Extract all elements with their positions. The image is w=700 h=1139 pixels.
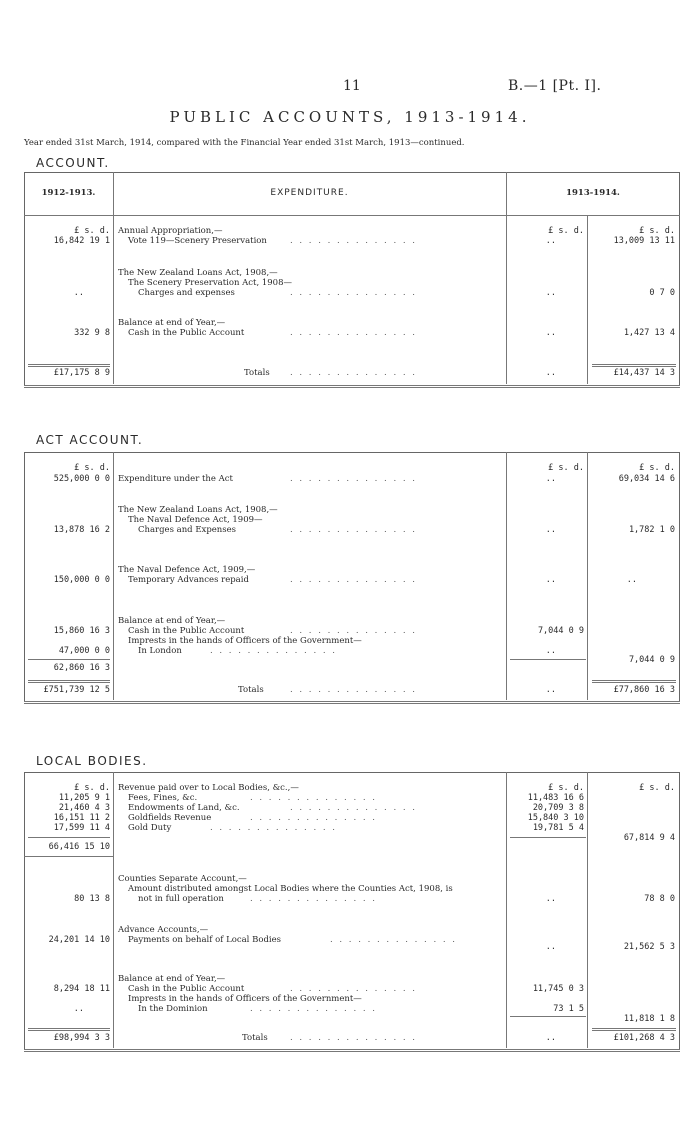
amount-1912: 15,860 16 3 [53,626,110,636]
amount-1912: 525,000 0 0 [53,474,110,484]
subtotal-rule [510,837,586,838]
total-1913: £14,437 14 3 [613,368,675,378]
amount-1912: 17,599 11 4 [53,823,110,833]
total-rule [592,680,676,683]
dot-leader: . . . . . . . . . . . . . . [290,685,417,695]
column-header-1913: 1913-1914. [566,188,620,198]
unit-label: £ s. d. [74,783,110,793]
amount-1913: .. [626,575,637,585]
amount-1912: .. [73,1004,84,1014]
amount-mid: 19,781 5 4 [532,823,584,833]
dot-leader: . . . . . . . . . . . . . . [250,1004,377,1014]
amount-1912: 21,460 4 3 [58,803,110,813]
amount-1912: .. [73,288,84,298]
total-1913: £77,860 16 3 [613,685,675,695]
amount-1912: 150,000 0 0 [53,575,110,585]
table-bottom-rule [24,385,680,388]
subtotal-rule [510,659,586,660]
amount-1913: 67,814 9 4 [623,833,675,843]
unit-label: £ s. d. [639,226,675,236]
amount-1913: 21,562 5 3 [623,942,675,952]
unit-label: £ s. d. [639,783,675,793]
column-header-1912: 1912-1913. [41,188,96,198]
amount-1912: 16,842 19 1 [53,236,110,246]
row-label: The Naval Defence Act, 1909— [128,515,263,525]
dot-leader: . . . . . . . . . . . . . . [250,813,377,823]
dot-leader: . . . . . . . . . . . . . . [210,646,337,656]
account-table [24,172,680,386]
amount-mid: 73 1 5 [553,1004,584,1014]
row-label: Charges and Expenses [138,525,237,535]
amount-mid: 20,709 3 8 [532,803,584,813]
amount-1913: 1,782 1 0 [628,525,675,535]
row-label: Counties Separate Account,— [118,874,247,884]
amount-1912: 16,151 11 2 [53,813,110,823]
row-rule [24,856,113,857]
amount-mid: .. [545,474,556,484]
total-rule [28,364,110,367]
amount-1912: 8,294 18 11 [53,984,110,994]
amount-mid: .. [545,525,556,535]
page-number: 11 [343,78,361,94]
row-label: Balance at end of Year,— [118,318,226,328]
totals-label: Totals [238,685,264,695]
amount-mid: 7,044 0 9 [537,626,584,636]
total-rule [592,364,676,367]
dot-leader: . . . . . . . . . . . . . . [250,793,377,803]
amount-1912: 332 9 8 [74,328,110,338]
dot-leader: . . . . . . . . . . . . . . [210,823,337,833]
row-label: Cash in the Public Account [128,328,245,338]
total-rule [28,1028,110,1031]
amount-1912-subtotal: 62,860 16 3 [53,663,110,673]
amount-1912-subtotal: 66,416 15 10 [48,842,110,852]
total-rule [28,680,110,683]
total-mid: .. [545,368,556,378]
section-title-local-bodies: LOCAL BODIES. [36,754,148,768]
row-label: Cash in the Public Account [128,626,245,636]
dot-leader: . . . . . . . . . . . . . . [290,626,417,636]
amount-1912: 13,878 16 2 [53,525,110,535]
column-divider [506,172,507,384]
amount-1913: 1,427 13 4 [623,328,675,338]
dot-leader: . . . . . . . . . . . . . . [290,474,417,484]
dot-leader: . . . . . . . . . . . . . . [290,328,417,338]
row-label: Expenditure under the Act [118,474,233,484]
totals-label: Totals [244,368,270,378]
unit-label: £ s. d. [548,783,584,793]
row-label: In London [138,646,182,656]
row-label: Endowments of Land, &c. [128,803,240,813]
dot-leader: . . . . . . . . . . . . . . [250,894,377,904]
column-divider [113,452,114,700]
row-label: Fees, Fines, &c. [128,793,198,803]
amount-1912: 24,201 14 10 [48,935,110,945]
row-label: Cash in the Public Account [128,984,245,994]
amount-mid: .. [545,328,556,338]
amount-mid: 11,745 0 3 [532,984,584,994]
total-1912: £17,175 8 9 [53,368,110,378]
row-label: In the Dominion [138,1004,208,1014]
page-subtitle: Year ended 31st March, 1914, compared with the Financial Year ended 31st March, 1913—continued. [24,138,465,148]
row-label: Goldfields Revenue [128,813,212,823]
dot-leader: . . . . . . . . . . . . . . [290,803,417,813]
dot-leader: . . . . . . . . . . . . . . [290,368,417,378]
total-mid: .. [545,1033,556,1043]
dot-leader: . . . . . . . . . . . . . . [290,1033,417,1043]
total-1912: £98,994 3 3 [53,1033,110,1043]
amount-mid: .. [545,942,556,952]
unit-label: £ s. d. [74,226,110,236]
section-title-account: ACCOUNT. [36,156,110,170]
row-label: The New Zealand Loans Act, 1908,— [118,268,278,278]
amount-1912: 11,205 9 1 [58,793,110,803]
amount-mid: .. [545,236,556,246]
totals-label: Totals [242,1033,268,1043]
table-bottom-rule [24,701,680,704]
row-label: The Scenery Preservation Act, 1908— [128,278,292,288]
row-label: Charges and expenses [138,288,235,298]
dot-leader: . . . . . . . . . . . . . . [290,984,417,994]
amount-1913: 78 8 0 [644,894,675,904]
total-1912: £751,739 12 5 [43,685,110,695]
page-title: PUBLIC ACCOUNTS, 1913-1914. [169,108,531,126]
row-label: Gold Duty [128,823,172,833]
dot-leader: . . . . . . . . . . . . . . [330,935,457,945]
row-label: not in full operation [138,894,224,904]
dot-leader: . . . . . . . . . . . . . . [290,525,417,535]
section-title-act-account: ACT ACCOUNT. [36,433,144,447]
dot-leader: . . . . . . . . . . . . . . [290,236,417,246]
total-1913: £101,268 4 3 [613,1033,675,1043]
amount-mid: 11,483 16 6 [527,793,584,803]
row-label: Amount distributed amongst Local Bodies where the Counties Act, 1908, is [128,884,453,894]
unit-label: £ s. d. [639,463,675,473]
amount-mid: .. [545,575,556,585]
subtotal-rule [510,1016,586,1017]
subtotal-rule [28,659,110,660]
total-rule [592,1028,676,1031]
row-label: Temporary Advances repaid [128,575,249,585]
row-label: Imprests in the hands of Officers of the Government— [128,994,362,1004]
row-label: The New Zealand Loans Act, 1908,— [118,505,278,515]
column-divider [113,772,114,1048]
row-label: The Naval Defence Act, 1909,— [118,565,256,575]
dot-leader: . . . . . . . . . . . . . . [290,288,417,298]
unit-label: £ s. d. [548,463,584,473]
table-bottom-rule [24,1049,680,1052]
amount-mid: .. [545,894,556,904]
total-mid: .. [545,685,556,695]
row-label: Payments on behalf of Local Bodies [128,935,282,945]
column-header-expenditure: EXPENDITURE. [270,188,349,198]
amount-1912: 80 13 8 [74,894,110,904]
row-label: Advance Accounts,— [118,925,209,935]
amount-1913: 69,034 14 6 [618,474,675,484]
table-header-rule [24,215,680,216]
subtotal-rule [28,837,110,838]
row-label: Balance at end of Year,— [118,616,226,626]
amount-mid: .. [545,646,556,656]
dot-leader: . . . . . . . . . . . . . . [290,575,417,585]
amount-1912: 47,000 0 0 [58,646,110,656]
row-label: Imprests in the hands of Officers of the Government— [128,636,362,646]
row-label: Vote 119—Scenery Preservation [128,236,267,246]
amount-1913: 0 7 0 [649,288,675,298]
row-label: Revenue paid over to Local Bodies, &c.,— [118,783,299,793]
amount-1913: 11,818 1 8 [623,1014,675,1024]
unit-label: £ s. d. [548,226,584,236]
column-divider [113,172,114,384]
amount-mid: 15,840 3 10 [527,813,584,823]
amount-1913: 7,044 0 9 [628,655,675,665]
unit-label: £ s. d. [74,463,110,473]
document-reference: B.—1 [Pt. I]. [508,78,602,94]
row-label: Balance at end of Year,— [118,974,226,984]
amount-mid: .. [545,288,556,298]
column-divider [587,772,588,1048]
row-label: Annual Appropriation,— [118,226,223,236]
amount-1913: 13,009 13 11 [613,236,675,246]
